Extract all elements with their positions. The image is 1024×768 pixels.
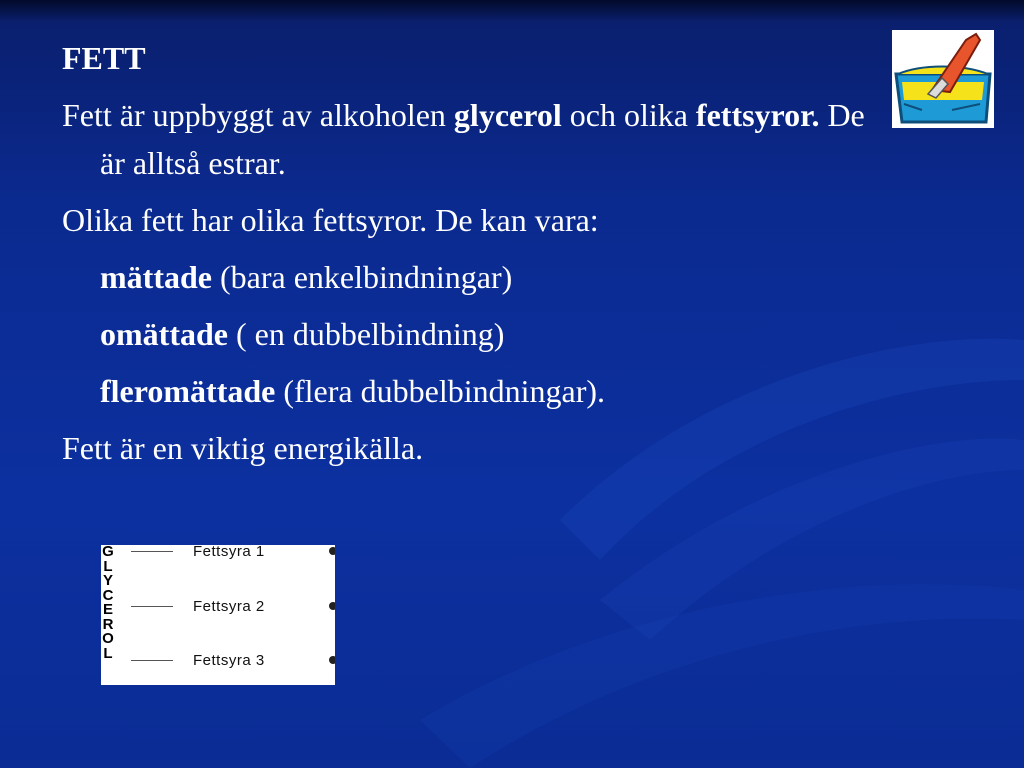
item-rest: (flera dubbelbindningar). xyxy=(275,373,605,409)
item-bold: fleromättade xyxy=(100,373,276,409)
end-dot xyxy=(329,547,335,555)
item-fleromattade xyxy=(62,367,882,415)
p1-pre: Fett är uppbyggt av alkoholen xyxy=(62,97,454,133)
glycerol-letter: L xyxy=(103,557,113,575)
fettsyra-label: Fettsyra 2 xyxy=(193,597,265,615)
butter-tub-with-knife-icon xyxy=(892,30,994,128)
item-rest: ( en dubbelbindning) xyxy=(227,316,505,352)
bond-line xyxy=(131,660,173,661)
bond-line xyxy=(131,606,173,607)
p1-glycerol: glycerol xyxy=(453,97,562,133)
glycerol-letter: R xyxy=(102,615,114,633)
slide-title: FETT xyxy=(62,40,146,76)
glycerol-vertical-label xyxy=(101,545,115,661)
fettsyra-row-2 xyxy=(131,596,265,616)
fettsyra-label: Fettsyra 3 xyxy=(193,651,265,669)
fettsyra-row-3 xyxy=(131,650,265,670)
glycerol-letter: O xyxy=(102,630,114,647)
item-bold: mättade xyxy=(100,259,212,295)
fettsyra-row-1 xyxy=(131,545,265,561)
item-mattade xyxy=(62,253,882,301)
glycerol-fattyacid-diagram xyxy=(101,545,335,685)
paragraph-glycerol xyxy=(62,91,882,187)
glycerol-letter: L xyxy=(103,644,113,662)
slide-content xyxy=(62,34,882,481)
p1-post: De är alltså estrar. xyxy=(100,97,865,181)
p1-mid: och olika xyxy=(561,97,696,133)
glycerol-letter: Y xyxy=(102,572,113,589)
end-dot xyxy=(329,656,335,664)
glycerol-letter: E xyxy=(102,601,113,618)
paragraph-energy: Fett är en viktig energikälla. xyxy=(62,430,424,466)
fettsyra-label: Fettsyra 1 xyxy=(193,545,265,560)
end-dot xyxy=(329,602,335,610)
glycerol-letter: C xyxy=(102,586,114,604)
item-rest: (bara enkelbindningar) xyxy=(211,259,513,295)
bond-line xyxy=(131,551,173,552)
item-omattade xyxy=(62,310,882,358)
item-bold: omättade xyxy=(100,316,228,352)
glycerol-letter: G xyxy=(102,545,114,560)
p1-fettsyror: fettsyror. xyxy=(695,97,820,133)
paragraph-types-intro: Olika fett har olika fettsyror. De kan vara: xyxy=(62,202,599,238)
